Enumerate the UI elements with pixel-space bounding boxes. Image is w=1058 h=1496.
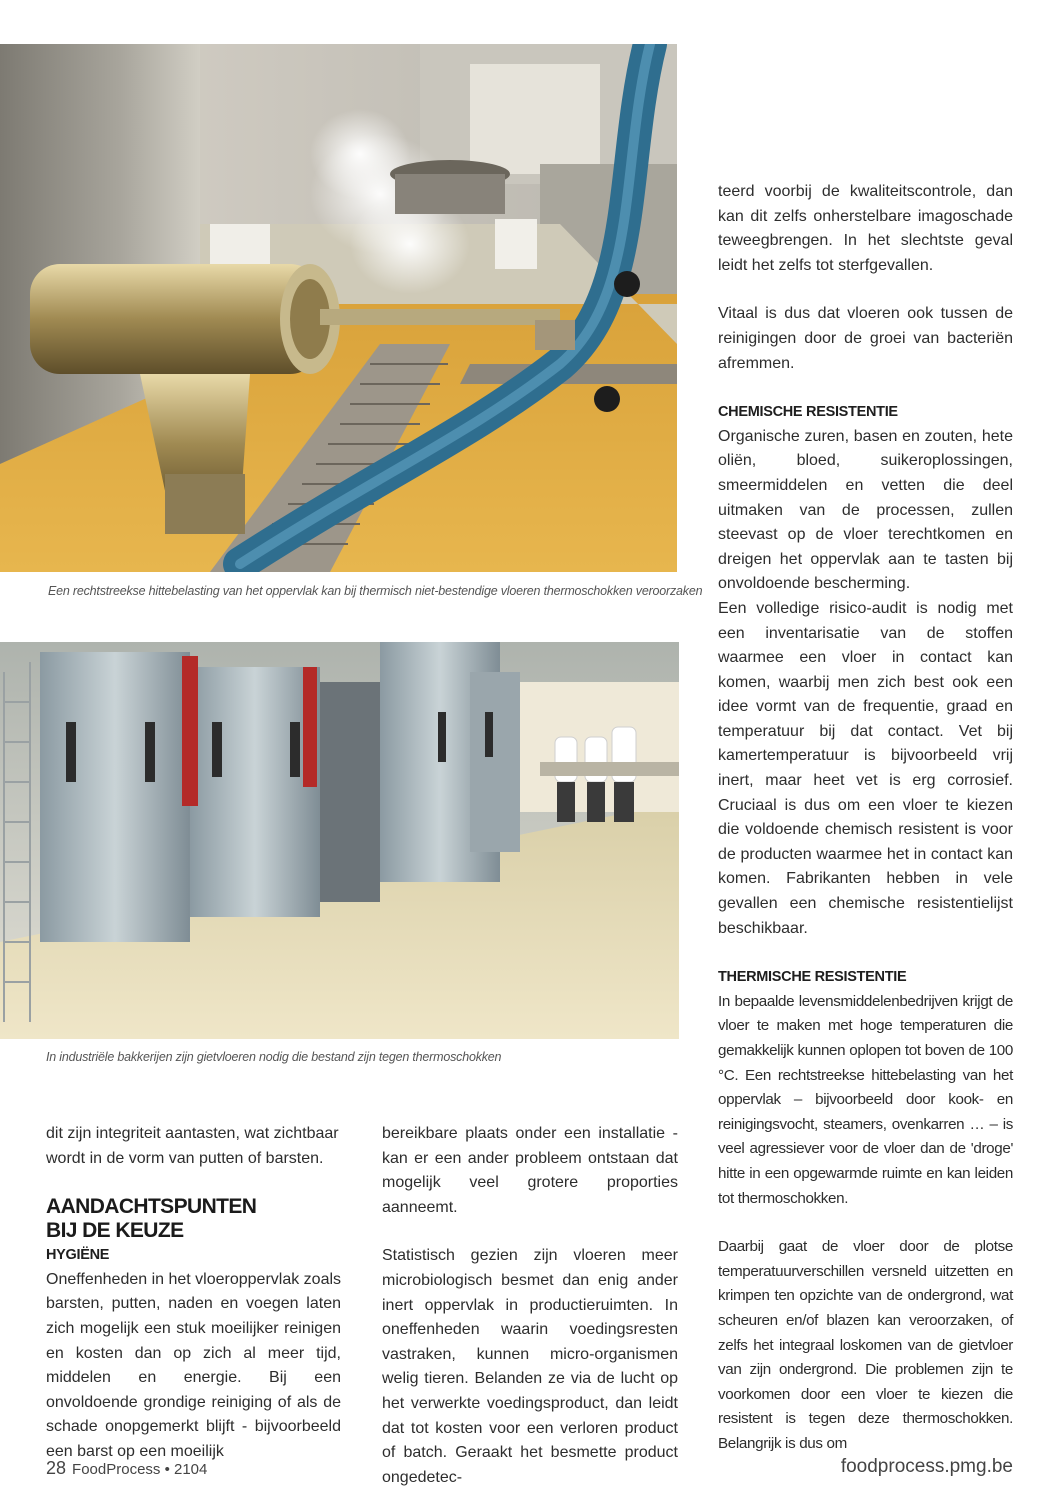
photo-bakery-ovens [0,642,679,1039]
caption-bottom: In industriële bakkerijen zijn gietvloeren nodig die bestand zijn tegen thermoschokken [46,1050,502,1064]
footer-website[interactable]: foodprocess.pmg.be [840,1456,1013,1477]
hygiene-paragraph: Oneffenheden in het vloeroppervlak zoals barsten, putten, naden en voegen laten zich mogelijk een stuk moeilijker reinigen en kosten dan op zich al meer tijd, middelen en energie. Bij een onvoldoende grondige reiniging of als de schade onopgemerkt blijft - bijvoorbeeld een barst op een moeilijk [46,1270,342,1460]
publication-issue: FoodProcess • 2104 [72,1461,208,1478]
section-heading-line2: BIJ DE KEUZE [46,1219,184,1243]
right-paragraph-4: Een volledige risico-audit is nodig met een inventarisatie van de stoffen waarmee een vloer in contact kan komen, waarbij men zich best ook een idee vormt van de frequentie, graad en temperatuur bij dat contact. Vet bij kamertemperatuur is bijvoorbeeld vrij inert, maar heet vet is erg corrosief. Cruciaal is dus om een vloer te kiezen die voldoende chemisch resistent is voor de producten waarmee het in contact kan komen. Fabrikanten hebben in vele gevallen een chemische resistentielijst beschikbaar. [718,599,1013,937]
right-paragraph-1: teerd voorbij de kwaliteitscontrole, dan kan dit zelfs onherstelbare imagoschade teweegbrengen. In het slechtste geval leidt het zelfs tot sterfgevallen. [718,183,1013,274]
right-paragraph-6: Daarbij gaat de vloer door de plotse temperatuurverschillen versneld uitzetten en krimpen ten opzichte van de ondergrond, wat scheuren en/of blazen kan veroorzaken, of zelfs het integraal loskomen van de gietvloer van zijn ondergrond. Die problemen zijn te voorkomen door een vloer te kiezen die resistent is tegen deze thermoschokken. Belangrijk is dus om [718,1238,1013,1452]
section-heading-line1: AANDACHTSPUNTEN [46,1195,257,1219]
right-paragraph-2: Vitaal is dus dat vloeren ook tussen de reinigingen door de groei van bacteriën afremmen. [718,305,1013,372]
subheading-thermal-resistance: THERMISCHE RESISTENTIE [718,969,907,986]
right-paragraph-5: In bepaalde levensmiddelenbedrijven krijgt de vloer te maken met hoge temperaturen die gemakkelijk kunnen oplopen tot boven de 100 °C. Een rechtstreekse hittebelasting van het oppervlak – bijvoorbeeld door kook- en reinigingsvocht, steamers, ovenkarren … – is veel agressiever voor de vloer dan de 'droge' hitte in een opgewarmde ruimte en kan leiden tot thermoschokken. [718,992,1013,1207]
middle-paragraph-1: bereikbare plaats onder een installatie - kan er een ander probleem ontstaan dat mogelijk veel grotere proporties aanneemt. [382,1125,678,1216]
subheading-hygiene: HYGIËNE [46,1247,110,1264]
right-paragraph-3: Organische zuren, basen en zouten, hete oliën, bloed, suikeroplossingen, smeermiddelen en vetten die deel uitmaken van de processen, zullen steevast op de vloer terechtkomen en dreigen het oppervlak aan te tasten bij onvoldoende bescherming. [718,427,1013,593]
footer-publication [46,1458,207,1479]
subheading-chemical-resistance: CHEMISCHE RESISTENTIE [718,404,898,421]
right-column [718,180,1013,1457]
left-column [46,1122,341,1465]
caption-top: Een rechtstreekse hittebelasting van het oppervlak kan bij thermisch niet-bestendige vloeren thermoschokken veroorzaken [48,584,703,598]
middle-column [382,1122,678,1490]
left-intro-paragraph: dit zijn integriteit aantasten, wat zichtbaar wordt in de vorm van putten of barsten. [46,1125,339,1167]
photo-steam-pipe [0,44,677,572]
middle-paragraph-2: Statistisch gezien zijn vloeren meer microbiologisch besmet dan enig ander inert oppervlak in productieruimten. In oneffenheden waarin voedingsresten vastraken, kunnen micro-organismen welig tieren. Belanden ze via de lucht op het verwerkte voedingsproduct, dan leidt dat tot kosten voor een verloren product of batch. Geraakt het besmette product ongedetec- [382,1247,678,1486]
page-number: 28 [46,1458,67,1478]
